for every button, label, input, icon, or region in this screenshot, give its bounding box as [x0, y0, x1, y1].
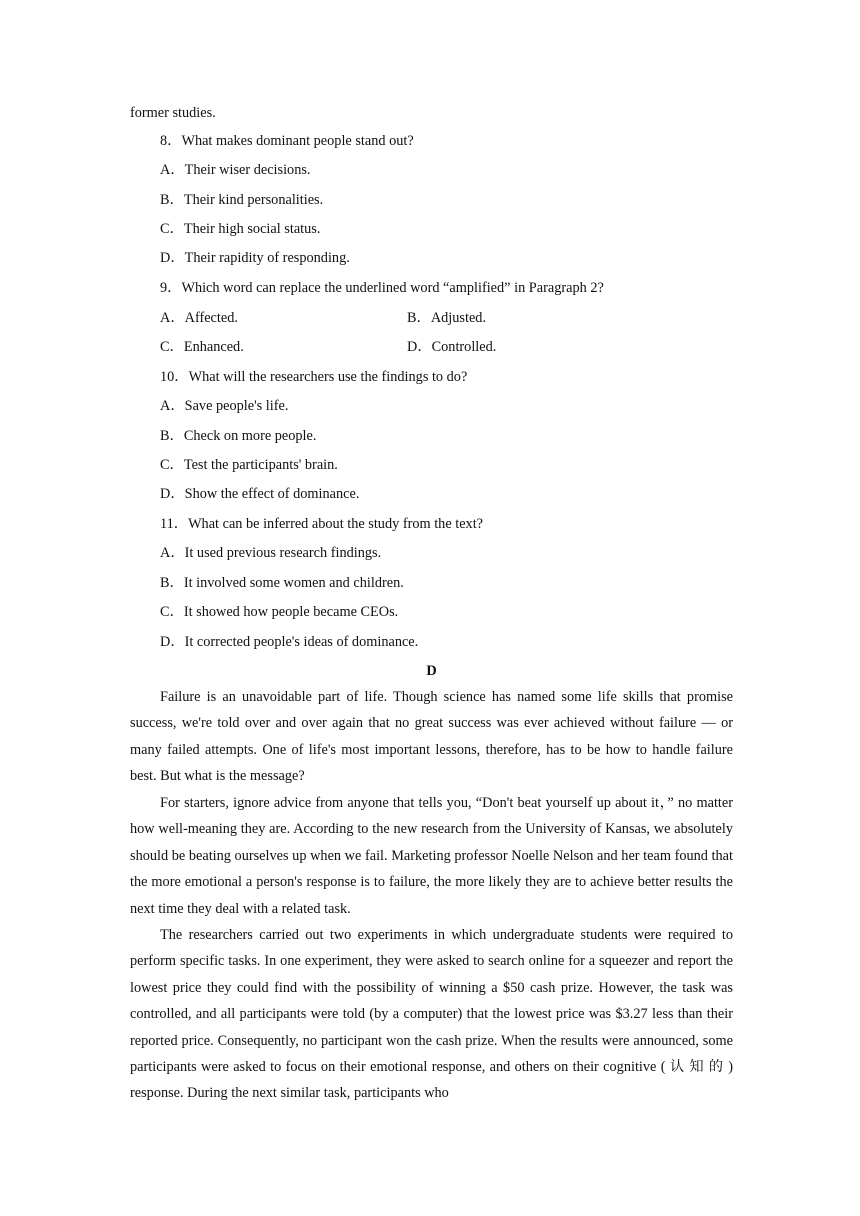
question-11-option-b: B．It involved some women and children.	[160, 575, 404, 591]
question-10-option-a: A．Save people's life.	[160, 398, 289, 414]
question-11-option-d: D．It corrected people's ideas of dominance.	[160, 634, 419, 650]
question-10-stem: 10．What will the researchers use the findings to do?	[160, 369, 468, 385]
question-11-stem: 11．What can be inferred about the study from the text?	[160, 516, 484, 532]
question-8-option-a: A．Their wiser decisions.	[160, 162, 311, 178]
question-9-stem: 9．Which word can replace the underlined word “amplified” in Paragraph 2?	[160, 280, 604, 296]
question-11-option-a: A．It used previous research findings.	[160, 545, 382, 561]
question-8-option-c: C．Their high social status.	[160, 221, 321, 237]
question-10-option-b: B．Check on more people.	[160, 428, 317, 444]
section-heading: D	[426, 663, 437, 679]
question-9-option-c: C．Enhanced.	[160, 339, 244, 355]
question-10-option-d: D．Show the effect of dominance.	[160, 486, 360, 502]
question-9-option-d: D．Controlled.	[407, 339, 497, 355]
question-9-option-b: B．Adjusted.	[407, 310, 487, 326]
question-10-option-c: C．Test the participants' brain.	[160, 457, 338, 473]
passage-paragraph-2: For starters, ignore advice from anyone that tells you, “Don't beat yourself up about it，” no matter how well-meaning they are. According to the new research from the University of Kansas, we absolutely should be beating ourselves up when we fail. Marketing professor Noelle Nelson and her team found that the more emotional a person's response is to failure, the more likely they are to achieve better results the next time they deal with a related task.	[130, 795, 733, 917]
question-9-option-a: A．Affected.	[160, 310, 238, 326]
question-8-stem: 8．What makes dominant people stand out?	[160, 133, 414, 149]
question-8-option-b: B．Their kind personalities.	[160, 192, 324, 208]
passage-paragraph-3: The researchers carried out two experiments in which undergraduate students were required to perform specific tasks. In one experiment, they were asked to search online for a squeezer and report the lowest price they could find with the possibility of winning a $50 cash prize. However, the task was controlled, and all participants were told (by a computer) that the lowest price was $3.27 less than their reported price. Consequently, no participant won the cash prize. When the results were announced, some participants were asked to focus on their emotional response, and others on their cognitive ( 认 知 的 ) response. During the next similar task, participants who	[130, 927, 733, 1102]
question-8-option-d: D．Their rapidity of responding.	[160, 250, 350, 266]
question-11-option-c: C．It showed how people became CEOs.	[160, 604, 399, 620]
lead-in-text: former studies.	[130, 105, 216, 121]
passage-paragraph-1: Failure is an unavoidable part of life. Though science has named some life skills that promise success, we're told over and over again that no great success was ever achieved without failure — or many failed attempts. One of life's most important lessons, therefore, has to be how to handle failure best. But what is the message?	[130, 689, 733, 785]
